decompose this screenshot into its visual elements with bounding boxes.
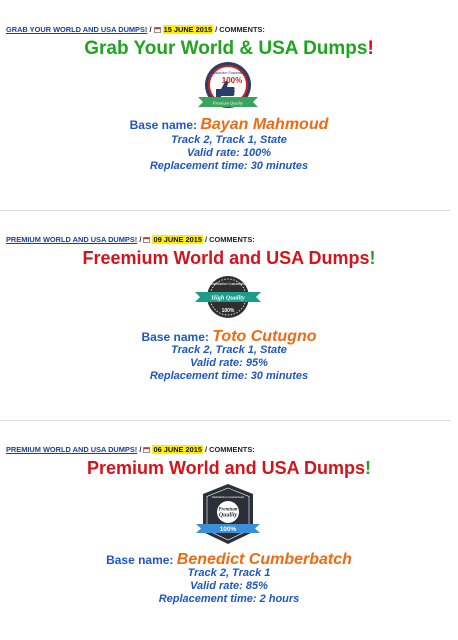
calendar-icon [143, 447, 150, 453]
svg-text:100%: 100% [221, 308, 235, 314]
svg-text:High Quality: High Quality [211, 294, 245, 302]
svg-text:Quality: Quality [218, 512, 238, 519]
category-link[interactable]: GRAB YOUR WORLD AND USA DUMPS! [6, 25, 148, 34]
post-date: 15 JUNE 2015 [163, 25, 213, 34]
tracks-text: Track 2, Track 1, State [171, 134, 287, 146]
post-meta: PREMIUM WORLD AND USA DUMPS! / 09 JUNE 2015 / COMMENTS: [6, 235, 255, 244]
svg-text:100%: 100% [219, 526, 237, 533]
premium-quality-shield-icon [193, 482, 263, 546]
headline-bang: ! [369, 248, 376, 268]
post-meta: GRAB YOUR WORLD AND USA DUMPS! / 15 JUNE 2015 / COMMENTS: [6, 25, 265, 34]
base-name-label: Base name: [129, 118, 197, 132]
base-name-label: Base name: [106, 553, 174, 567]
svg-text:Premium Quality: Premium Quality [212, 100, 244, 106]
post-meta: PREMIUM WORLD AND USA DUMPS! / 06 JUNE 2015 / COMMENTS: [6, 445, 255, 454]
post-date: 09 JUNE 2015 [153, 235, 202, 244]
valid-rate-text: Valid rate: 95% [190, 357, 268, 369]
post-date: 06 JUNE 2015 [153, 445, 202, 454]
tracks-text: Track 2, Track 1, State [171, 344, 287, 356]
headline-text: Freemium World and USA Dumps [82, 248, 370, 268]
calendar-icon [143, 237, 150, 243]
replacement-time-text: Replacement time: 30 minutes [149, 160, 309, 172]
valid-rate-text: Valid rate: 100% [187, 147, 271, 159]
comments-link[interactable]: COMMENTS: [209, 445, 255, 454]
svg-text:Premium: Premium [218, 507, 238, 513]
replacement-time-text: Replacement time: 30 minutes [149, 370, 309, 382]
headline-text: Premium World and USA Dumps [86, 458, 366, 478]
post-divider [0, 420, 450, 421]
category-link[interactable]: PREMIUM WORLD AND USA DUMPS! [6, 445, 138, 454]
comments-link[interactable]: COMMENTS: [219, 25, 265, 34]
calendar-icon [154, 27, 161, 33]
replacement-time-text: Replacement time: 2 hours [158, 593, 300, 605]
headline-text: Grab Your World & USA Dumps [84, 38, 368, 59]
comments-link[interactable]: COMMENTS: [209, 235, 255, 244]
svg-text:Satisfaction Guaranteed: Satisfaction Guaranteed [211, 495, 245, 499]
base-name-value: Toto Cutugno [212, 328, 317, 345]
svg-text:Satisfaction Guaranteed: Satisfaction Guaranteed [209, 71, 247, 75]
svg-text:Satisfaction Guaranteed: Satisfaction Guaranteed [210, 282, 246, 286]
base-name-value: Benedict Cumberbatch [176, 551, 352, 568]
base-name-value: Bayan Mahmoud [200, 116, 329, 133]
high-quality-ribbon-icon [193, 271, 263, 323]
tracks-text: Track 2, Track 1 [187, 567, 271, 579]
headline-bang: ! [365, 458, 372, 478]
valid-rate-text: Valid rate: 85% [190, 580, 268, 592]
base-name-label: Base name: [141, 330, 209, 344]
premium-quality-thumbs-up-icon [196, 61, 260, 113]
post-headline[interactable] [0, 38, 458, 60]
post-divider [0, 210, 450, 211]
post-headline[interactable] [0, 458, 458, 479]
base-name-row [0, 116, 458, 134]
category-link[interactable]: PREMIUM WORLD AND USA DUMPS! [6, 235, 138, 244]
headline-bang: ! [367, 38, 374, 59]
svg-text:100%: 100% [221, 76, 243, 85]
post-headline[interactable] [0, 248, 458, 269]
